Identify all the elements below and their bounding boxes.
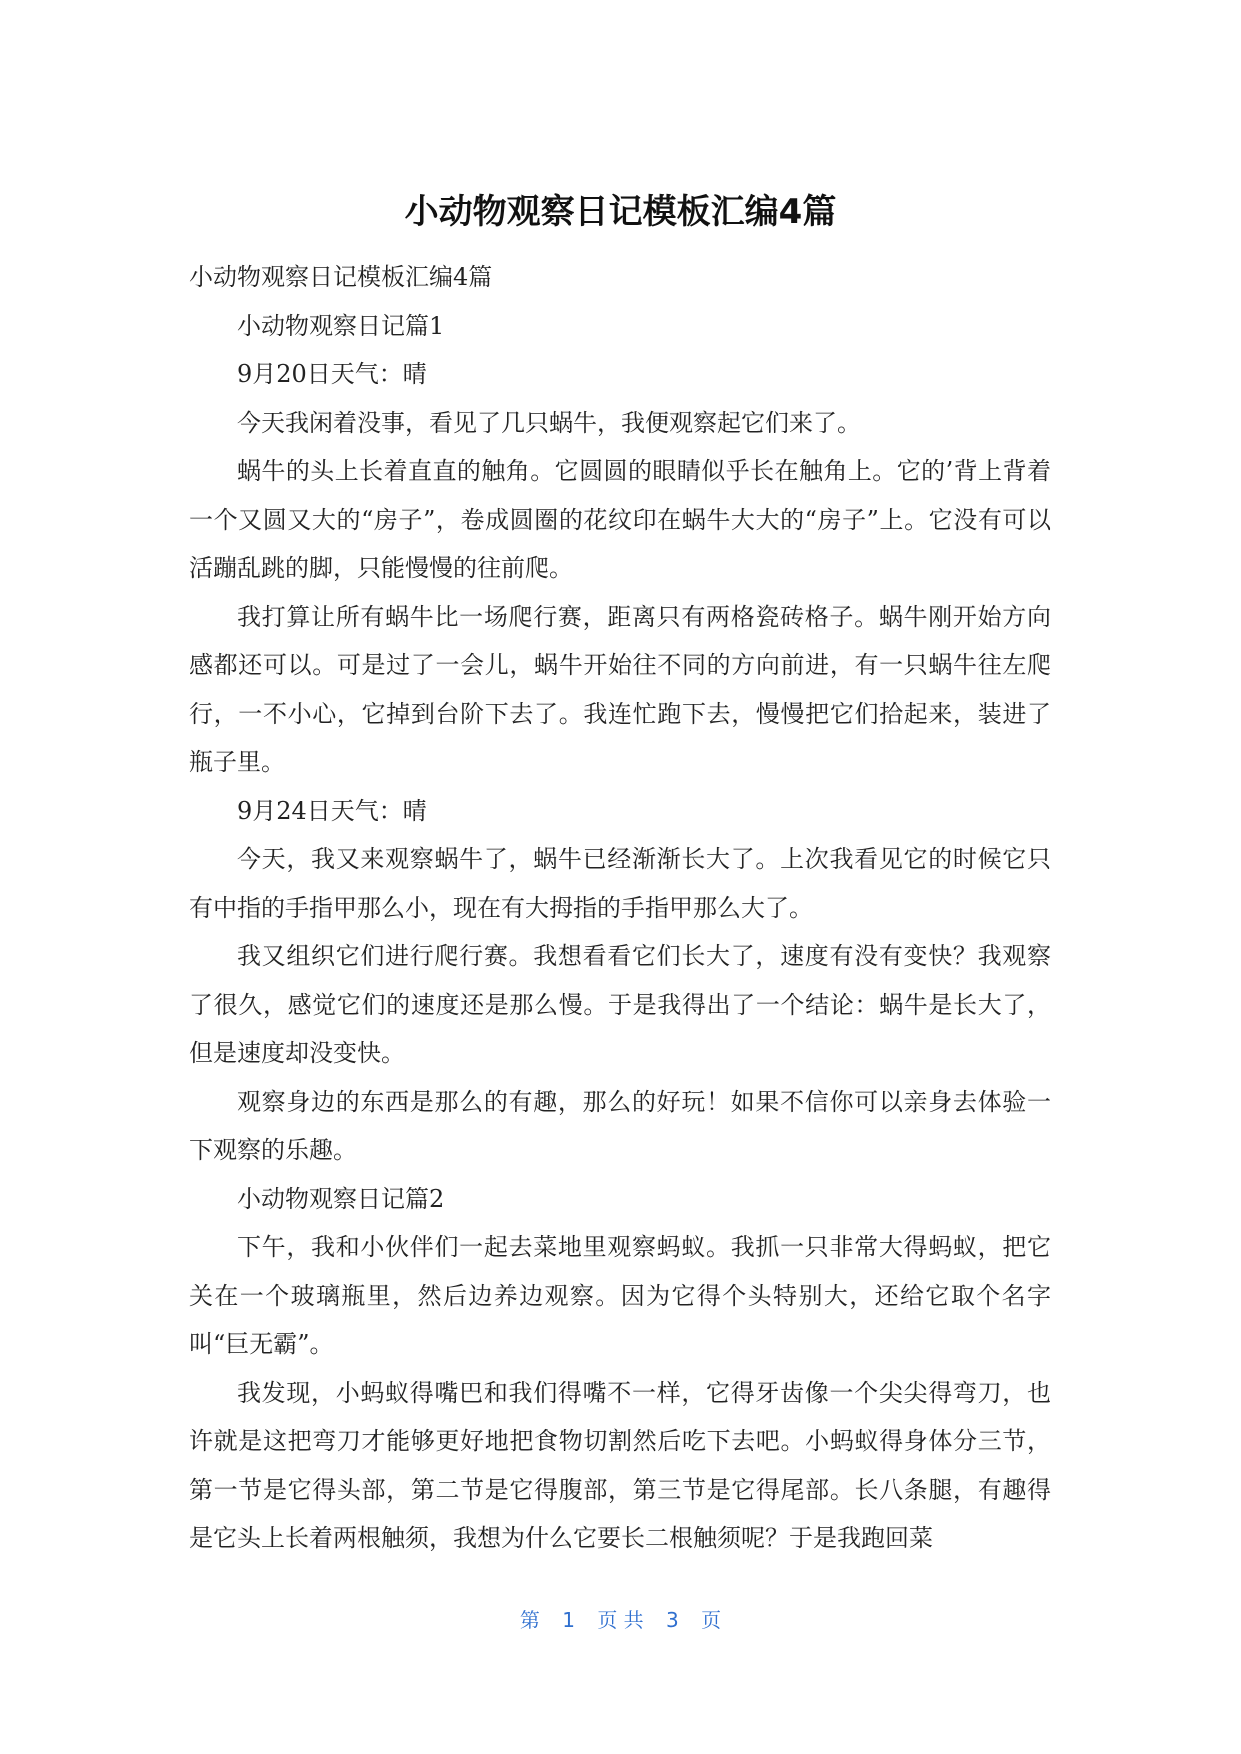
body-paragraph: 我发现，小蚂蚁得嘴巴和我们得嘴不一样，它得牙齿像一个尖尖得弯刀，也许就是这把弯刀才能够更好地把食物切割然后吃下去吧。小蚂蚁得身体分三节，第一节是它得头部，第二节是它得腹部，第三节是它得尾部。长八条腿，有趣得是它头上长着两根触须，我想为什么它要长二根触须呢？于是我跑回菜 — [189, 1378, 1051, 1552]
body-paragraph: 蜗牛的头上长着直直的触角。它圆圆的眼睛似乎长在触角上。它的’背上背着一个又圆又大的“房子”，卷成圆圈的花纹印在蜗牛大大的“房子”上。它没有可以活蹦乱跳的脚，只能慢慢的往前爬。 — [189, 457, 1051, 582]
body-paragraph: 小动物观察日记篇2 — [237, 1184, 445, 1213]
page-footer — [0, 1606, 1241, 1634]
footer-label-pages: 页 — [701, 1608, 722, 1632]
footer-label-of: 页 共 — [597, 1608, 644, 1632]
body-paragraph: 小动物观察日记篇1 — [237, 311, 445, 340]
footer-current-page: 1 — [562, 1608, 575, 1632]
body-paragraph: 我打算让所有蜗牛比一场爬行赛，距离只有两格瓷砖格子。蜗牛刚开始方向感都还可以。可是过了一会儿，蜗牛开始往不同的方向前进，有一只蜗牛往左爬行，一不小心，它掉到台阶下去了。我连忙跑下去，慢慢把它们拾起来，装进了瓶子里。 — [189, 602, 1051, 776]
document-title: 小动物观察日记模板汇编4篇 — [404, 192, 837, 232]
footer-total-pages: 3 — [666, 1608, 679, 1632]
document-body — [189, 253, 1051, 1563]
body-paragraph: 小动物观察日记模板汇编4篇 — [189, 263, 493, 291]
body-paragraph: 我又组织它们进行爬行赛。我想看看它们长大了，速度有没有变快？我观察了很久，感觉它们的速度还是那么慢。于是我得出了一个结论：蜗牛是长大了，但是速度却没变快。 — [189, 942, 1051, 1067]
footer-label-page: 第 — [519, 1608, 540, 1632]
body-paragraph: 9月20日天气：晴 — [237, 360, 427, 388]
body-paragraph: 今天，我又来观察蜗牛了，蜗牛已经渐渐长大了。上次我看见它的时候它只有中指的手指甲那么小，现在有大拇指的手指甲那么大了。 — [189, 845, 1051, 922]
body-paragraph: 观察身边的东西是那么的有趣，那么的好玩！如果不信你可以亲身去体验一下观察的乐趣。 — [189, 1087, 1051, 1164]
body-paragraph: 9月24日天气：晴 — [237, 796, 427, 825]
body-paragraph: 今天我闲着没事，看见了几只蜗牛，我便观察起它们来了。 — [237, 408, 861, 437]
body-paragraph: 下午，我和小伙伴们一起去菜地里观察蚂蚁。我抓一只非常大得蚂蚁，把它关在一个玻璃瓶里，然后边养边观察。因为它得个头特别大，还给它取个名字叫“巨无霸”。 — [189, 1233, 1051, 1358]
